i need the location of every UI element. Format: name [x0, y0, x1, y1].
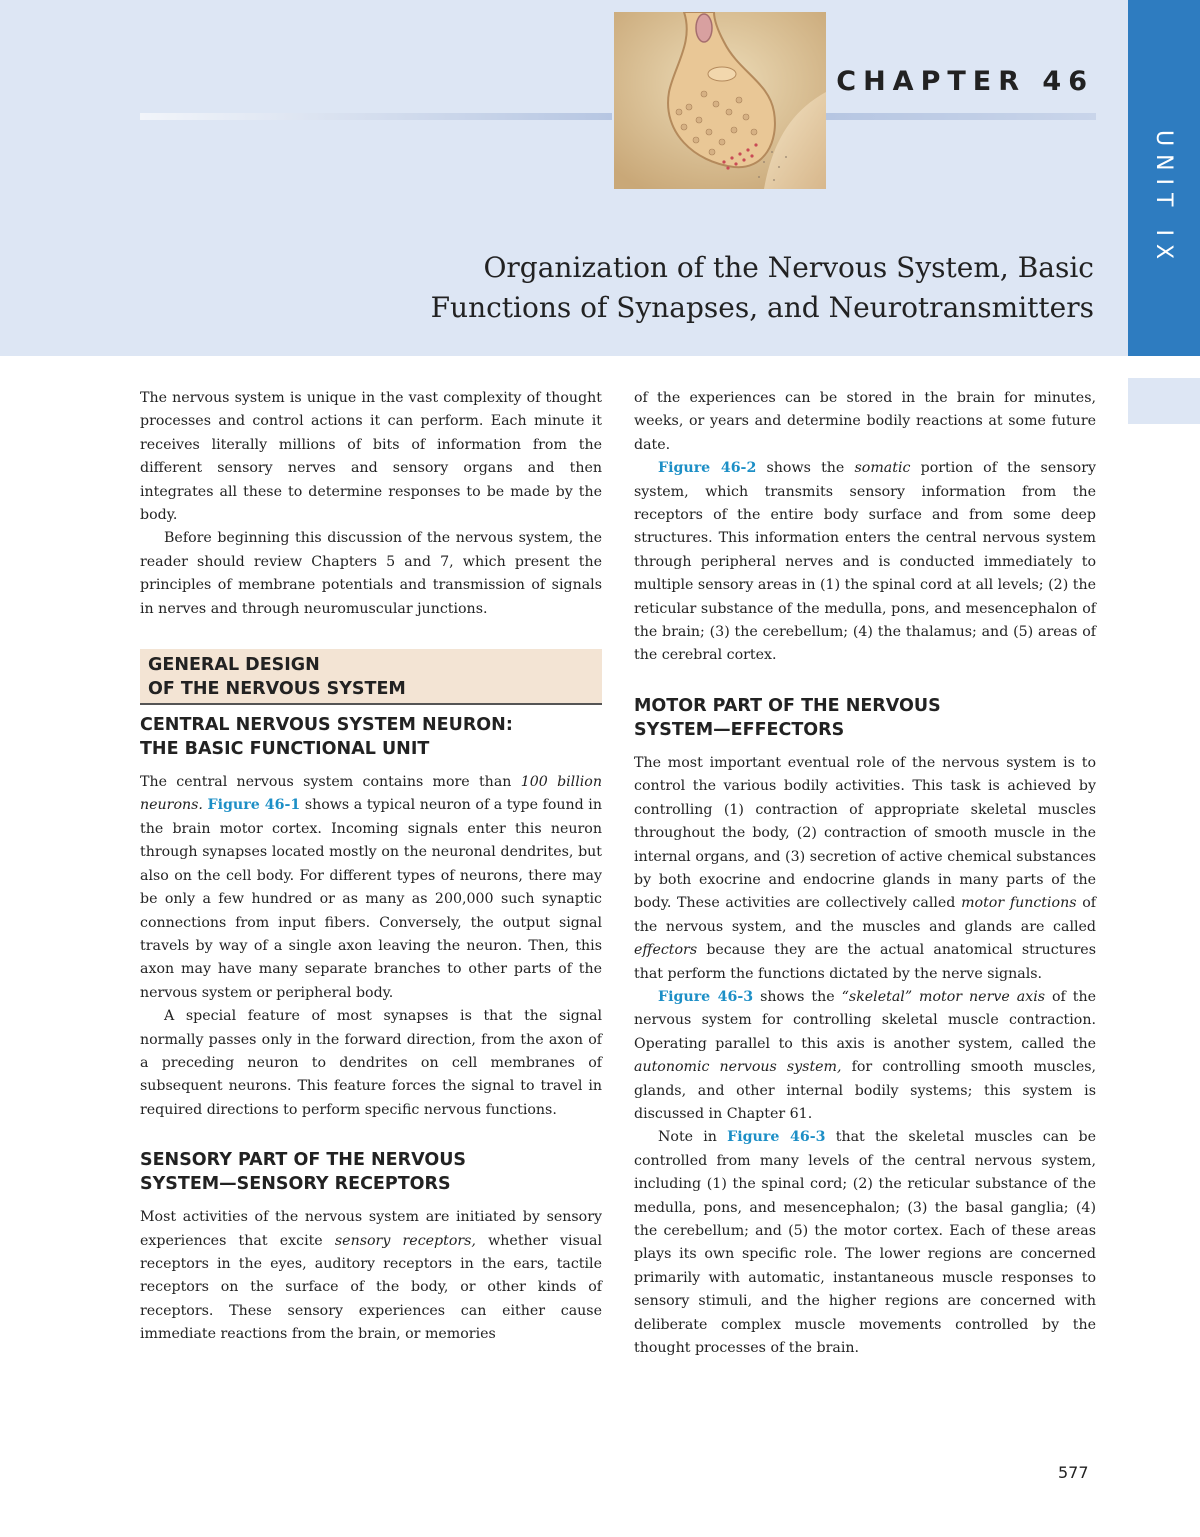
left-column: [140, 387, 602, 1347]
subsection-heading-motor: [634, 694, 1096, 742]
figure-reference-link[interactable]: Figure 46-3: [658, 988, 754, 1005]
right-column: [634, 387, 1096, 1360]
chapter-title-line: Organization of the Nervous System, Basic: [483, 251, 1094, 284]
page-number: 577: [1058, 1463, 1089, 1482]
synapse-illustration-icon: [614, 12, 826, 189]
section-heading-general-design: [140, 649, 602, 705]
section-heading-line: OF THE NERVOUS SYSTEM: [148, 679, 406, 700]
unit-tab-secondary: [1128, 378, 1200, 424]
subsection-heading-line: MOTOR PART OF THE NERVOUS: [634, 695, 941, 716]
subsection-heading-line: SYSTEM—SENSORY RECEPTORS: [140, 1174, 451, 1195]
paragraph: The most important eventual role of the nervous system is to control the various bodily activities. This task is achieved by controlling (1) contraction of appropriate skeletal muscles throughout the body, (2) contraction of smooth muscle in the internal organs, and (3) secretion of active chemical substances by both exocrine and endocrine glands in many parts of the body. These activities are collectively called motor functions of the nervous system, and the muscles and glands are called effectors because they are the actual anatomical structures that perform the functions dictated by the nerve signals.: [634, 754, 1097, 982]
paragraph: Before beginning this discussion of the nervous system, the reader should review Chapters 5 and 7, which present the principles of membrane potentials and transmission of signals in nerves and through neuromuscular junctions.: [140, 530, 602, 617]
paragraph: of the experiences can be stored in the brain for minutes, weeks, or years and determine bodily reactions at some future date.: [634, 390, 1096, 453]
subsection-heading-line: CENTRAL NERVOUS SYSTEM NEURON:: [140, 715, 513, 736]
chapter-number-label: CHAPTER 46: [836, 66, 1094, 97]
chapter-title-line: Functions of Synapses, and Neurotransmitters: [430, 291, 1094, 324]
paragraph: The nervous system is unique in the vast complexity of thought processes and control actions it can perform. Each minute it receives literally millions of bits of information from the different sensory nerves and sensory organs and then integrates all these to determine responses to be made by the body.: [140, 390, 602, 524]
section-heading-line: GENERAL DESIGN: [148, 655, 320, 676]
paragraph: Figure 46-3 shows the “skeletal” motor nerve axis of the nervous system for controlling skeletal muscle contraction. Operating parallel to this axis is another system, called the autonomic nervous system, for controlling smooth muscles, glands, and other internal bodily systems; this system is discussed in Chapter 61.: [634, 988, 1097, 1122]
italic-term: effectors: [634, 942, 698, 959]
subsection-heading-line: SENSORY PART OF THE NERVOUS: [140, 1150, 467, 1171]
paragraph: The central nervous system contains more than 100 billion neurons. Figure 46-1 shows a typical neuron of a type found in the brain motor cortex. Incoming signals enter this neuron through synapses located mostly on the neuronal dendrites, but also on the cell body. For different types of neurons, there may be only a few hundred or as many as 200,000 such synaptic connections from input fibers. Conversely, the output signal travels by way of a single axon leaving the neuron. Then, this axon may have many separate branches to other parts of the nervous system or peripheral body.: [140, 774, 602, 1001]
italic-term: “skeletal” motor nerve axis: [841, 988, 1046, 1005]
subsection-heading-line: SYSTEM—EFFECTORS: [634, 719, 845, 740]
paragraph: A special feature of most synapses is that the signal normally passes only in the forward direction, from the axon of a preceding neuron to dendrites on cell membranes of subsequent neurons. This feature forces the signal to travel in required directions to perform specific nervous functions.: [140, 1008, 602, 1118]
subsection-heading-cns-neuron: [140, 713, 602, 761]
unit-label: UNIT IX: [1151, 129, 1177, 267]
figure-reference-link[interactable]: Figure 46-1: [207, 797, 301, 814]
paragraph: Note in Figure 46-3 that the skeletal muscles can be controlled from many levels of the central nervous system, including (1) the spinal cord; (2) the reticular substance of the medulla, pons, and mesencephalon; (3) the basal ganglia; (4) the cerebellum; and (5) the motor cortex. Each of these areas plays its own specific role. The lower regions are concerned primarily with automatic, instantaneous muscle responses to sensory stimuli, and the higher regions are concerned with deliberate complex muscle movements controlled by the thought processes of the brain.: [634, 1129, 1097, 1357]
subsection-heading-line: THE BASIC FUNCTIONAL UNIT: [140, 739, 430, 760]
unit-tab-label-wrap: [1128, 0, 1200, 356]
italic-term: somatic: [854, 460, 911, 477]
subsection-heading-sensory: [140, 1148, 602, 1196]
header-rule-right: [826, 113, 1096, 120]
paragraph: Most activities of the nervous system are initiated by sensory experiences that excite sensory receptors, whether visual receptors in the eyes, auditory receptors in the ears, tactile receptors on the surface of the body, or other kinds of receptors. These sensory experiences can either cause immediate reactions from the brain, or memories: [140, 1209, 602, 1343]
italic-term: 100 billion neurons.: [140, 774, 602, 814]
italic-term: motor functions: [961, 895, 1077, 912]
italic-term: autonomic nervous system,: [634, 1059, 842, 1076]
figure-reference-link[interactable]: Figure 46-3: [727, 1129, 826, 1146]
figure-reference-link[interactable]: Figure 46-2: [658, 460, 757, 477]
chapter-title: [431, 248, 1094, 328]
italic-term: sensory receptors,: [334, 1232, 476, 1249]
paragraph: Figure 46-2 shows the somatic portion of the sensory system, which transmits sensory information from the receptors of the entire body surface and from some deep structures. This information enters the central nervous system through peripheral nerves and is conducted immediately to multiple sensory areas in (1) the spinal cord at all levels; (2) the reticular substance of the medulla, pons, and mesencephalon of the brain; (3) the cerebellum; (4) the thalamus; and (5) areas of the cerebral cortex.: [634, 460, 1096, 664]
header-rule-left: [140, 113, 612, 120]
